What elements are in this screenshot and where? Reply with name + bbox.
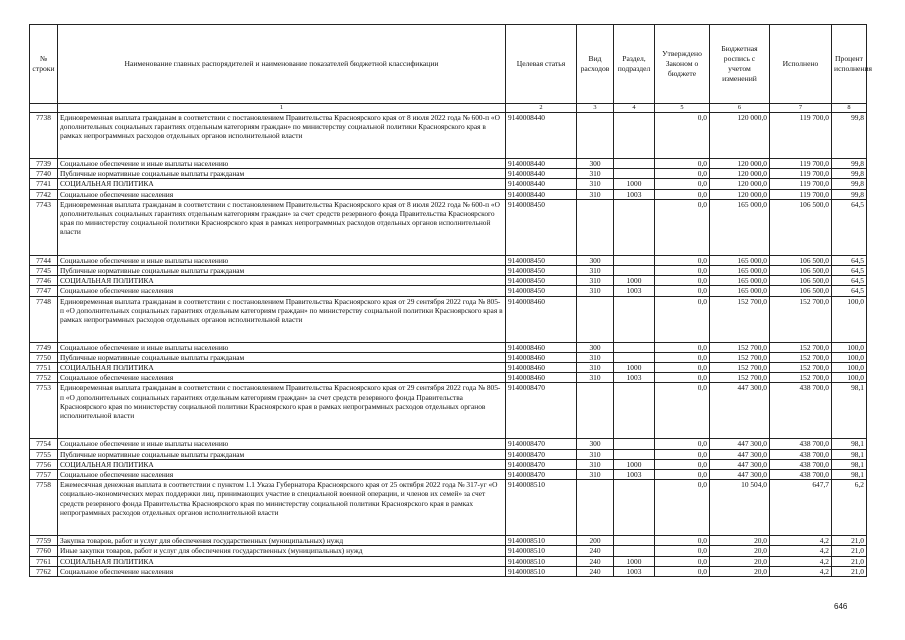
row-name-cell: Социальное обеспечение и иные выплаты населению (58, 342, 506, 352)
budget-schedule-cell: 165 000,0 (710, 199, 770, 255)
row-number-cell: 7748 (30, 296, 58, 342)
page-number: 646 (834, 602, 848, 611)
executed-cell: 4,2 (770, 546, 832, 556)
target-article-cell: 9140008440 (506, 189, 577, 199)
target-article-cell: 9140008470 (506, 470, 577, 480)
budget-schedule-cell: 447 300,0 (710, 459, 770, 469)
header-expense-kind: Вид расходов (577, 25, 614, 104)
percent-cell: 64,5 (832, 276, 867, 286)
approved-cell: 0,0 (655, 255, 710, 265)
row-name-cell: Публичные нормативные социальные выплаты гражданам (58, 169, 506, 179)
budget-schedule-cell: 447 300,0 (710, 383, 770, 439)
header-percent: Процент исполнения (832, 25, 867, 104)
row-name-cell: Единовременная выплата гражданам в соответствии с постановлением Правительства Красноярского края от 8 июля 2022 года № 600-п «О дополнительных социальных гарантиях отдельным категориям граждан» по министерству социальной политики Красноярского края в рамках непрограммных расходов отдельных органов исполнительной власти (58, 113, 506, 159)
percent-cell: 64,5 (832, 286, 867, 296)
table-row (30, 159, 867, 169)
section-cell (614, 439, 655, 449)
percent-cell: 6,2 (832, 480, 867, 536)
expense-kind-cell: 240 (577, 556, 614, 566)
row-number-cell: 7755 (30, 449, 58, 459)
row-name-cell: Единовременная выплата гражданам в соответствии с постановлением Правительства Красноярского края от 29 сентября 2022 года № 805-п «О дополнительных социальных гарантиях отдельным категориям граждан» по министерству социальной политики Красноярского края в рамках непрограммных расходов отдельных органов исполнительной власти (58, 296, 506, 342)
row-name-cell: Социальное обеспечение населения (58, 373, 506, 383)
target-article-cell: 9140008470 (506, 459, 577, 469)
row-name-cell: Социальное обеспечение населения (58, 189, 506, 199)
row-name-cell: Социальное обеспечение и иные выплаты населению (58, 439, 506, 449)
target-article-cell: 9140008440 (506, 113, 577, 159)
budget-schedule-cell: 10 504,0 (710, 480, 770, 536)
table-row (30, 383, 867, 439)
row-name-cell: Публичные нормативные социальные выплаты гражданам (58, 352, 506, 362)
row-name-cell: Ежемесячная денежная выплата в соответствии с пунктом 1.1 Указа Губернатора Красноярского края от 25 октября 2022 года № 317-уг «О социально-экономических мерах поддержки лиц, принимающих участие в специальной военной операции, и членов их семей» за счет средств резервного фонда Правительства Красноярского края по министерству социальной политики Красноярского края в рамках непрограммных расходов отдельных органов исполнительной власти (58, 480, 506, 536)
section-cell (614, 480, 655, 536)
section-cell (614, 449, 655, 459)
approved-cell: 0,0 (655, 286, 710, 296)
expense-kind-cell (577, 113, 614, 159)
section-cell (614, 255, 655, 265)
row-number-cell: 7749 (30, 342, 58, 352)
table-row (30, 199, 867, 255)
row-number-cell: 7750 (30, 352, 58, 362)
section-cell (614, 352, 655, 362)
budget-schedule-cell: 447 300,0 (710, 449, 770, 459)
table-row (30, 189, 867, 199)
row-number-cell: 7762 (30, 566, 58, 576)
row-number-cell: 7756 (30, 459, 58, 469)
budget-schedule-cell: 165 000,0 (710, 286, 770, 296)
target-article-cell: 9140008460 (506, 342, 577, 352)
percent-cell: 98,1 (832, 439, 867, 449)
percent-cell: 99,8 (832, 179, 867, 189)
expense-kind-cell: 300 (577, 342, 614, 352)
executed-cell: 438 700,0 (770, 449, 832, 459)
section-cell (614, 296, 655, 342)
section-cell: 1000 (614, 363, 655, 373)
column-number-cell: 2 (506, 104, 577, 113)
percent-cell: 98,1 (832, 383, 867, 439)
approved-cell: 0,0 (655, 449, 710, 459)
target-article-cell: 9140008440 (506, 159, 577, 169)
executed-cell: 119 700,0 (770, 179, 832, 189)
row-name-cell: СОЦИАЛЬНАЯ ПОЛИТИКА (58, 459, 506, 469)
column-number-cell: 3 (577, 104, 614, 113)
row-name-cell: Иные закупки товаров, работ и услуг для обеспечения государственных (муниципальных) нужд (58, 546, 506, 556)
target-article-cell: 9140008440 (506, 179, 577, 189)
approved-cell: 0,0 (655, 199, 710, 255)
header-row-number: № строки (30, 25, 58, 104)
row-number-cell: 7751 (30, 363, 58, 373)
column-number-cell: 5 (655, 104, 710, 113)
row-name-cell: СОЦИАЛЬНАЯ ПОЛИТИКА (58, 363, 506, 373)
row-name-cell: СОЦИАЛЬНАЯ ПОЛИТИКА (58, 179, 506, 189)
expense-kind-cell: 300 (577, 159, 614, 169)
approved-cell: 0,0 (655, 352, 710, 362)
executed-cell: 152 700,0 (770, 296, 832, 342)
table-row (30, 169, 867, 179)
row-name-cell: Социальное обеспечение населения (58, 566, 506, 576)
section-cell: 1000 (614, 459, 655, 469)
section-cell (614, 546, 655, 556)
percent-cell: 99,8 (832, 169, 867, 179)
expense-kind-cell: 310 (577, 286, 614, 296)
table-row (30, 266, 867, 276)
row-number-cell: 7759 (30, 536, 58, 546)
expense-kind-cell (577, 480, 614, 536)
table-row (30, 480, 867, 536)
percent-cell: 21,0 (832, 556, 867, 566)
budget-schedule-cell: 447 300,0 (710, 470, 770, 480)
percent-cell: 100,0 (832, 352, 867, 362)
table-row (30, 286, 867, 296)
row-name-cell: Публичные нормативные социальные выплаты гражданам (58, 266, 506, 276)
approved-cell: 0,0 (655, 439, 710, 449)
approved-cell: 0,0 (655, 566, 710, 576)
table-row (30, 342, 867, 352)
approved-cell: 0,0 (655, 159, 710, 169)
approved-cell: 0,0 (655, 179, 710, 189)
budget-schedule-cell: 165 000,0 (710, 276, 770, 286)
executed-cell: 119 700,0 (770, 159, 832, 169)
approved-cell: 0,0 (655, 459, 710, 469)
column-number-cell: 7 (770, 104, 832, 113)
percent-cell: 98,1 (832, 459, 867, 469)
executed-cell: 152 700,0 (770, 342, 832, 352)
row-number-cell: 7758 (30, 480, 58, 536)
budget-schedule-cell: 447 300,0 (710, 439, 770, 449)
row-name-cell: Единовременная выплата гражданам в соответствии с постановлением Правительства Красноярского края от 29 сентября 2022 года № 805-п «О дополнительных социальных гарантиях отдельным категориям граждан» за счет средств резервного фонда Правительства Красноярского края по министерству социальной политики Красноярского края в рамках непрограммных расходов отдельных органов исполнительной власти (58, 383, 506, 439)
percent-cell: 64,5 (832, 199, 867, 255)
row-name-cell: СОЦИАЛЬНАЯ ПОЛИТИКА (58, 556, 506, 566)
percent-cell: 64,5 (832, 266, 867, 276)
approved-cell: 0,0 (655, 276, 710, 286)
row-name-cell: Публичные нормативные социальные выплаты гражданам (58, 449, 506, 459)
target-article-cell: 9140008510 (506, 480, 577, 536)
target-article-cell: 9140008510 (506, 546, 577, 556)
table-row (30, 536, 867, 546)
row-name-cell: Социальное обеспечение населения (58, 286, 506, 296)
approved-cell: 0,0 (655, 169, 710, 179)
header-budget-schedule: Бюджетная роспись с учетом изменений (710, 25, 770, 104)
approved-cell: 0,0 (655, 556, 710, 566)
table-row (30, 546, 867, 556)
approved-cell: 0,0 (655, 536, 710, 546)
budget-schedule-cell: 152 700,0 (710, 363, 770, 373)
row-number-cell: 7744 (30, 255, 58, 265)
executed-cell: 119 700,0 (770, 189, 832, 199)
expense-kind-cell (577, 296, 614, 342)
section-cell (614, 113, 655, 159)
row-number-cell: 7753 (30, 383, 58, 439)
section-cell (614, 159, 655, 169)
table-row (30, 113, 867, 159)
approved-cell: 0,0 (655, 470, 710, 480)
budget-schedule-cell: 152 700,0 (710, 373, 770, 383)
section-cell: 1003 (614, 189, 655, 199)
budget-schedule-cell: 120 000,0 (710, 179, 770, 189)
budget-schedule-cell: 120 000,0 (710, 159, 770, 169)
executed-cell: 438 700,0 (770, 459, 832, 469)
expense-kind-cell: 310 (577, 449, 614, 459)
budget-schedule-cell: 20,0 (710, 546, 770, 556)
percent-cell: 100,0 (832, 342, 867, 352)
target-article-cell: 9140008460 (506, 296, 577, 342)
table-row (30, 373, 867, 383)
percent-cell: 21,0 (832, 546, 867, 556)
target-article-cell: 9140008440 (506, 169, 577, 179)
expense-kind-cell: 310 (577, 470, 614, 480)
row-name-cell: Единовременная выплата гражданам в соответствии с постановлением Правительства Красноярского края от 8 июля 2022 года № 600-п «О дополнительных социальных гарантиях отдельным категориям граждан» за счет средств резервного фонда Правительства Красноярского края по министерству социальной политики Красноярского края в рамках непрограммных расходов отдельных органов исполнительной власти (58, 199, 506, 255)
expense-kind-cell: 310 (577, 373, 614, 383)
table-body (30, 113, 867, 577)
section-cell: 1000 (614, 556, 655, 566)
approved-cell: 0,0 (655, 383, 710, 439)
expense-kind-cell: 240 (577, 566, 614, 576)
expense-kind-cell: 300 (577, 255, 614, 265)
row-name-cell: Закупка товаров, работ и услуг для обеспечения государственных (муниципальных) нужд (58, 536, 506, 546)
target-article-cell: 9140008510 (506, 556, 577, 566)
expense-kind-cell: 310 (577, 179, 614, 189)
section-cell (614, 342, 655, 352)
section-cell (614, 383, 655, 439)
column-number-cell: 8 (832, 104, 867, 113)
column-number-cell: 1 (58, 104, 506, 113)
table-row (30, 363, 867, 373)
target-article-cell: 9140008470 (506, 439, 577, 449)
budget-schedule-cell: 165 000,0 (710, 266, 770, 276)
column-number-cell (30, 104, 58, 113)
header-approved: Утверждено Законом о бюджете (655, 25, 710, 104)
executed-cell: 4,2 (770, 556, 832, 566)
percent-cell: 98,1 (832, 449, 867, 459)
executed-cell: 152 700,0 (770, 352, 832, 362)
row-number-cell: 7760 (30, 546, 58, 556)
budget-schedule-cell: 152 700,0 (710, 296, 770, 342)
table-row (30, 276, 867, 286)
budget-schedule-cell: 20,0 (710, 536, 770, 546)
expense-kind-cell: 300 (577, 439, 614, 449)
expense-kind-cell: 310 (577, 189, 614, 199)
target-article-cell: 9140008460 (506, 352, 577, 362)
budget-schedule-cell: 20,0 (710, 566, 770, 576)
budget-schedule-cell: 120 000,0 (710, 169, 770, 179)
table-row (30, 449, 867, 459)
target-article-cell: 9140008450 (506, 266, 577, 276)
section-cell (614, 169, 655, 179)
expense-kind-cell: 310 (577, 363, 614, 373)
header-section: Раздел, подраздел (614, 25, 655, 104)
column-number-cell: 6 (710, 104, 770, 113)
expense-kind-cell: 310 (577, 276, 614, 286)
table-row (30, 556, 867, 566)
section-cell (614, 199, 655, 255)
table-row (30, 255, 867, 265)
approved-cell: 0,0 (655, 363, 710, 373)
table-row (30, 470, 867, 480)
section-cell: 1003 (614, 373, 655, 383)
expense-kind-cell: 310 (577, 169, 614, 179)
row-number-cell: 7740 (30, 169, 58, 179)
column-number-cell: 4 (614, 104, 655, 113)
executed-cell: 106 500,0 (770, 266, 832, 276)
percent-cell: 100,0 (832, 373, 867, 383)
table-row (30, 296, 867, 342)
approved-cell: 0,0 (655, 373, 710, 383)
percent-cell: 99,8 (832, 159, 867, 169)
budget-schedule-cell: 120 000,0 (710, 113, 770, 159)
approved-cell: 0,0 (655, 342, 710, 352)
target-article-cell: 9140008470 (506, 449, 577, 459)
row-name-cell: Социальное обеспечение и иные выплаты населению (58, 255, 506, 265)
row-number-cell: 7746 (30, 276, 58, 286)
budget-schedule-cell: 165 000,0 (710, 255, 770, 265)
target-article-cell: 9140008450 (506, 286, 577, 296)
expense-kind-cell: 310 (577, 352, 614, 362)
percent-cell: 99,8 (832, 113, 867, 159)
section-cell: 1003 (614, 286, 655, 296)
approved-cell: 0,0 (655, 189, 710, 199)
table-row (30, 566, 867, 576)
executed-cell: 647,7 (770, 480, 832, 536)
header-name: Наименование главных распорядителей и наименование показателей бюджетной классификации (58, 25, 506, 104)
approved-cell: 0,0 (655, 113, 710, 159)
budget-execution-table (29, 24, 873, 577)
target-article-cell: 9140008450 (506, 276, 577, 286)
executed-cell: 106 500,0 (770, 255, 832, 265)
executed-cell: 152 700,0 (770, 373, 832, 383)
row-number-cell: 7745 (30, 266, 58, 276)
section-cell: 1000 (614, 276, 655, 286)
budget-schedule-cell: 20,0 (710, 556, 770, 566)
budget-schedule-cell: 120 000,0 (710, 189, 770, 199)
executed-cell: 438 700,0 (770, 383, 832, 439)
executed-cell: 106 500,0 (770, 199, 832, 255)
row-number-cell: 7741 (30, 179, 58, 189)
row-number-cell: 7761 (30, 556, 58, 566)
table-row (30, 459, 867, 469)
percent-cell: 99,8 (832, 189, 867, 199)
table-row (30, 179, 867, 189)
expense-kind-cell (577, 383, 614, 439)
budget-schedule-cell: 152 700,0 (710, 342, 770, 352)
row-number-cell: 7754 (30, 439, 58, 449)
percent-cell: 100,0 (832, 296, 867, 342)
row-number-cell: 7743 (30, 199, 58, 255)
executed-cell: 106 500,0 (770, 276, 832, 286)
table-header-row (30, 25, 867, 104)
section-cell: 1003 (614, 470, 655, 480)
executed-cell: 4,2 (770, 536, 832, 546)
approved-cell: 0,0 (655, 266, 710, 276)
header-executed: Исполнено (770, 25, 832, 104)
target-article-cell: 9140008450 (506, 255, 577, 265)
target-article-cell: 9140008450 (506, 199, 577, 255)
percent-cell: 64,5 (832, 255, 867, 265)
expense-kind-cell: 200 (577, 536, 614, 546)
row-number-cell: 7738 (30, 113, 58, 159)
percent-cell: 21,0 (832, 566, 867, 576)
row-name-cell: Социальное обеспечение населения (58, 470, 506, 480)
approved-cell: 0,0 (655, 480, 710, 536)
expense-kind-cell (577, 199, 614, 255)
executed-cell: 119 700,0 (770, 169, 832, 179)
row-number-cell: 7747 (30, 286, 58, 296)
expense-kind-cell: 240 (577, 546, 614, 556)
row-number-cell: 7742 (30, 189, 58, 199)
section-cell: 1000 (614, 179, 655, 189)
table-row (30, 439, 867, 449)
approved-cell: 0,0 (655, 546, 710, 556)
executed-cell: 438 700,0 (770, 439, 832, 449)
row-name-cell: Социальное обеспечение и иные выплаты населению (58, 159, 506, 169)
row-number-cell: 7752 (30, 373, 58, 383)
row-number-cell: 7757 (30, 470, 58, 480)
header-target-article: Целевая статья (506, 25, 577, 104)
expense-kind-cell: 310 (577, 459, 614, 469)
executed-cell: 152 700,0 (770, 363, 832, 373)
percent-cell: 98,1 (832, 470, 867, 480)
expense-kind-cell: 310 (577, 266, 614, 276)
section-cell: 1003 (614, 566, 655, 576)
column-number-row (30, 104, 867, 113)
section-cell (614, 266, 655, 276)
percent-cell: 21,0 (832, 536, 867, 546)
target-article-cell: 9140008510 (506, 566, 577, 576)
executed-cell: 119 700,0 (770, 113, 832, 159)
approved-cell: 0,0 (655, 296, 710, 342)
section-cell (614, 536, 655, 546)
row-name-cell: СОЦИАЛЬНАЯ ПОЛИТИКА (58, 276, 506, 286)
target-article-cell: 9140008460 (506, 373, 577, 383)
executed-cell: 4,2 (770, 566, 832, 576)
executed-cell: 438 700,0 (770, 470, 832, 480)
budget-schedule-cell: 152 700,0 (710, 352, 770, 362)
target-article-cell: 9140008460 (506, 363, 577, 373)
row-number-cell: 7739 (30, 159, 58, 169)
executed-cell: 106 500,0 (770, 286, 832, 296)
target-article-cell: 9140008470 (506, 383, 577, 439)
target-article-cell: 9140008510 (506, 536, 577, 546)
percent-cell: 100,0 (832, 363, 867, 373)
table-row (30, 352, 867, 362)
